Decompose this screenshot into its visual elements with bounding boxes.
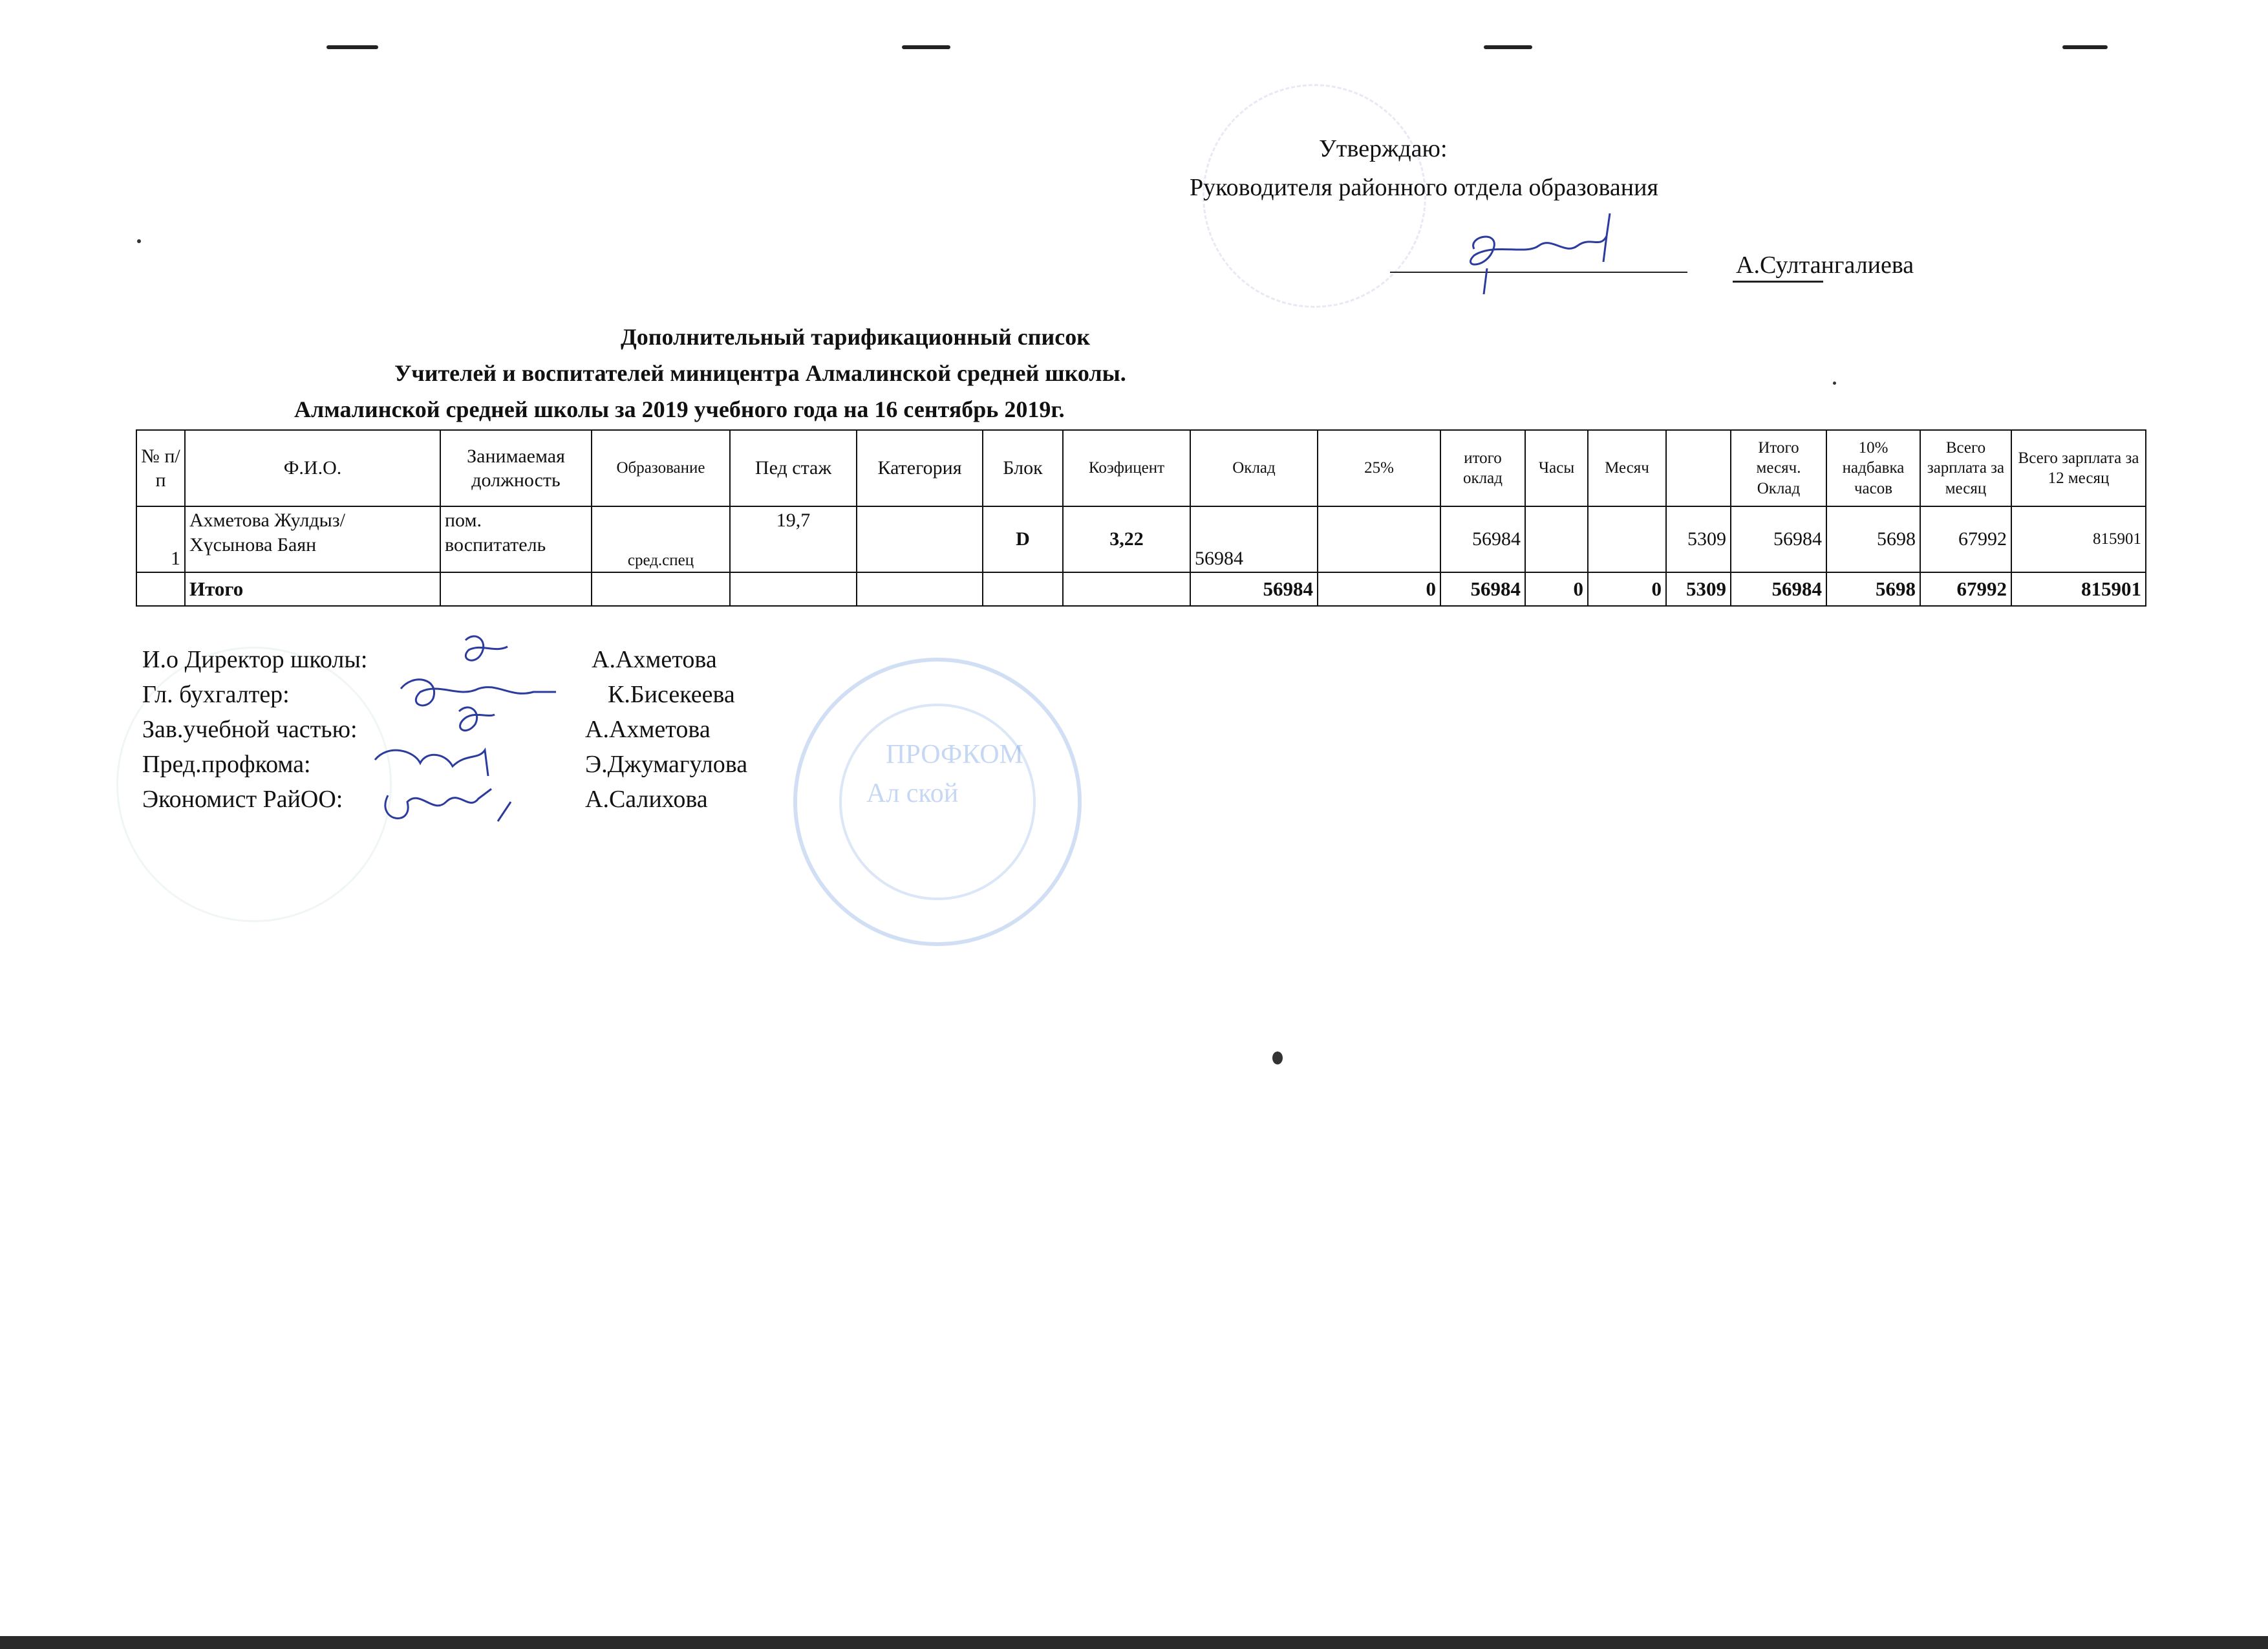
cell-education: сред.спец [592,506,730,572]
total-hours: 0 [1525,572,1588,606]
signatures-scribbles [362,627,582,854]
header-block: Блок [983,430,1063,506]
header-hours: Часы [1525,430,1588,506]
total-pct25: 0 [1318,572,1440,606]
document-period: Алмалинской средней школы за 2019 учебного года на 16 сентябрь 2019г. [294,396,1065,422]
speck-2 [137,239,141,243]
approval-signature [1448,210,1642,301]
table-header-row [136,430,2146,506]
header-pct25: 25% [1318,430,1440,506]
total-label: Итого [185,572,440,606]
header-position: Занимаемая должность [440,430,592,506]
cell-num: 1 [136,506,185,572]
profkom-stamp [782,647,1093,957]
header-bonus: 10% надбавка часов [1826,430,1920,506]
signature-name-economist: А.Салихова [585,786,708,813]
stamp-text-line2: Ал ской [866,779,959,808]
speck-1 [1272,1051,1283,1064]
document-subtitle: Учителей и воспитателей миницентра Алмалинской средней школы. [394,360,1126,386]
total-block [983,572,1063,606]
approval-role: Руководителя районного отдела образования [1190,174,1658,201]
total-salary: 56984 [1190,572,1318,606]
cell-fio [185,506,440,572]
cell-month [1588,506,1666,572]
total-category [857,572,983,606]
cell-bonus: 5698 [1826,506,1920,572]
cell-coef: 3,22 [1063,506,1190,572]
cell-total-salary: 56984 [1440,506,1525,572]
header-total-month: Всего зарплата за месяц [1920,430,2011,506]
signature-role-economist: Экономист РайОО: [142,786,343,813]
header-experience: Пед стаж [730,430,857,506]
cell-blank: 5309 [1666,506,1731,572]
header-salary: Оклад [1190,430,1318,506]
header-total-year: Всего зарплата за 12 месяц [2011,430,2146,506]
cell-category [857,506,983,572]
header-category: Категория [857,430,983,506]
cell-block: D [983,506,1063,572]
speck-3 [1833,382,1836,385]
total-total-salary: 56984 [1440,572,1525,606]
header-fio: Ф.И.О. [185,430,440,506]
cell-position [440,506,592,572]
total-bonus: 5698 [1826,572,1920,606]
signature-role-director: И.о Директор школы: [142,646,368,673]
header-blank [1666,430,1731,506]
top-mark-2 [902,45,950,49]
cell-fio-line1: Ахметова Жулдыз/ [189,510,345,531]
total-experience [730,572,857,606]
cell-total-month: 67992 [1920,506,2011,572]
document-title: Дополнительный тарификационный список [621,324,1090,350]
total-row [136,572,2146,606]
signature-role-union: Пред.профкома: [142,751,311,778]
total-month: 0 [1588,572,1666,606]
signature-name-union: Э.Джумагулова [585,751,748,778]
cell-position-line2: воспитатель [445,534,546,555]
total-coef [1063,572,1190,606]
total-total-month: 67992 [1920,572,2011,606]
top-mark-4 [2062,45,2108,49]
header-total-month-salary: Итого месяч. Оклад [1731,430,1826,506]
total-position [440,572,592,606]
signature-role-accountant: Гл. бухгалтер: [142,681,290,708]
cell-position-line1: пом. [445,510,482,531]
signature-role-head-teacher: Зав.учебной частью: [142,716,358,743]
signature-name-head-teacher: А.Ахметова [585,716,711,743]
stamp-text-line1: ПРОФКОМ [886,740,1023,770]
total-num [136,572,185,606]
cell-experience: 19,7 [730,506,857,572]
cell-pct25 [1318,506,1440,572]
approval-name: А.Султангалиева [1736,252,1914,279]
header-coef: Коэфицент [1063,430,1190,506]
signature-name-director: А.Ахметова [592,646,717,673]
cell-hours [1525,506,1588,572]
approval-label: Утверждаю: [1319,135,1448,162]
header-month: Месяч [1588,430,1666,506]
approval-name-underline [1733,281,1823,283]
signature-name-accountant: К.Бисекеева [608,681,735,708]
header-education: Образование [592,430,730,506]
cell-fio-line2: Хүсынова Баян [189,534,317,555]
total-total-year: 815901 [2011,572,2146,606]
total-blank: 5309 [1666,572,1731,606]
top-mark-3 [1484,45,1532,49]
top-mark-1 [326,45,378,49]
cell-total-month-salary: 56984 [1731,506,1826,572]
tariff-table [136,429,2146,607]
header-num: № п/п [136,430,185,506]
scan-bottom-edge [0,1636,2268,1649]
table-row [136,506,2146,572]
header-total-salary: итого оклад [1440,430,1525,506]
cell-total-year: 815901 [2011,506,2146,572]
total-education [592,572,730,606]
total-total-month-salary: 56984 [1731,572,1826,606]
cell-salary: 56984 [1190,506,1318,572]
